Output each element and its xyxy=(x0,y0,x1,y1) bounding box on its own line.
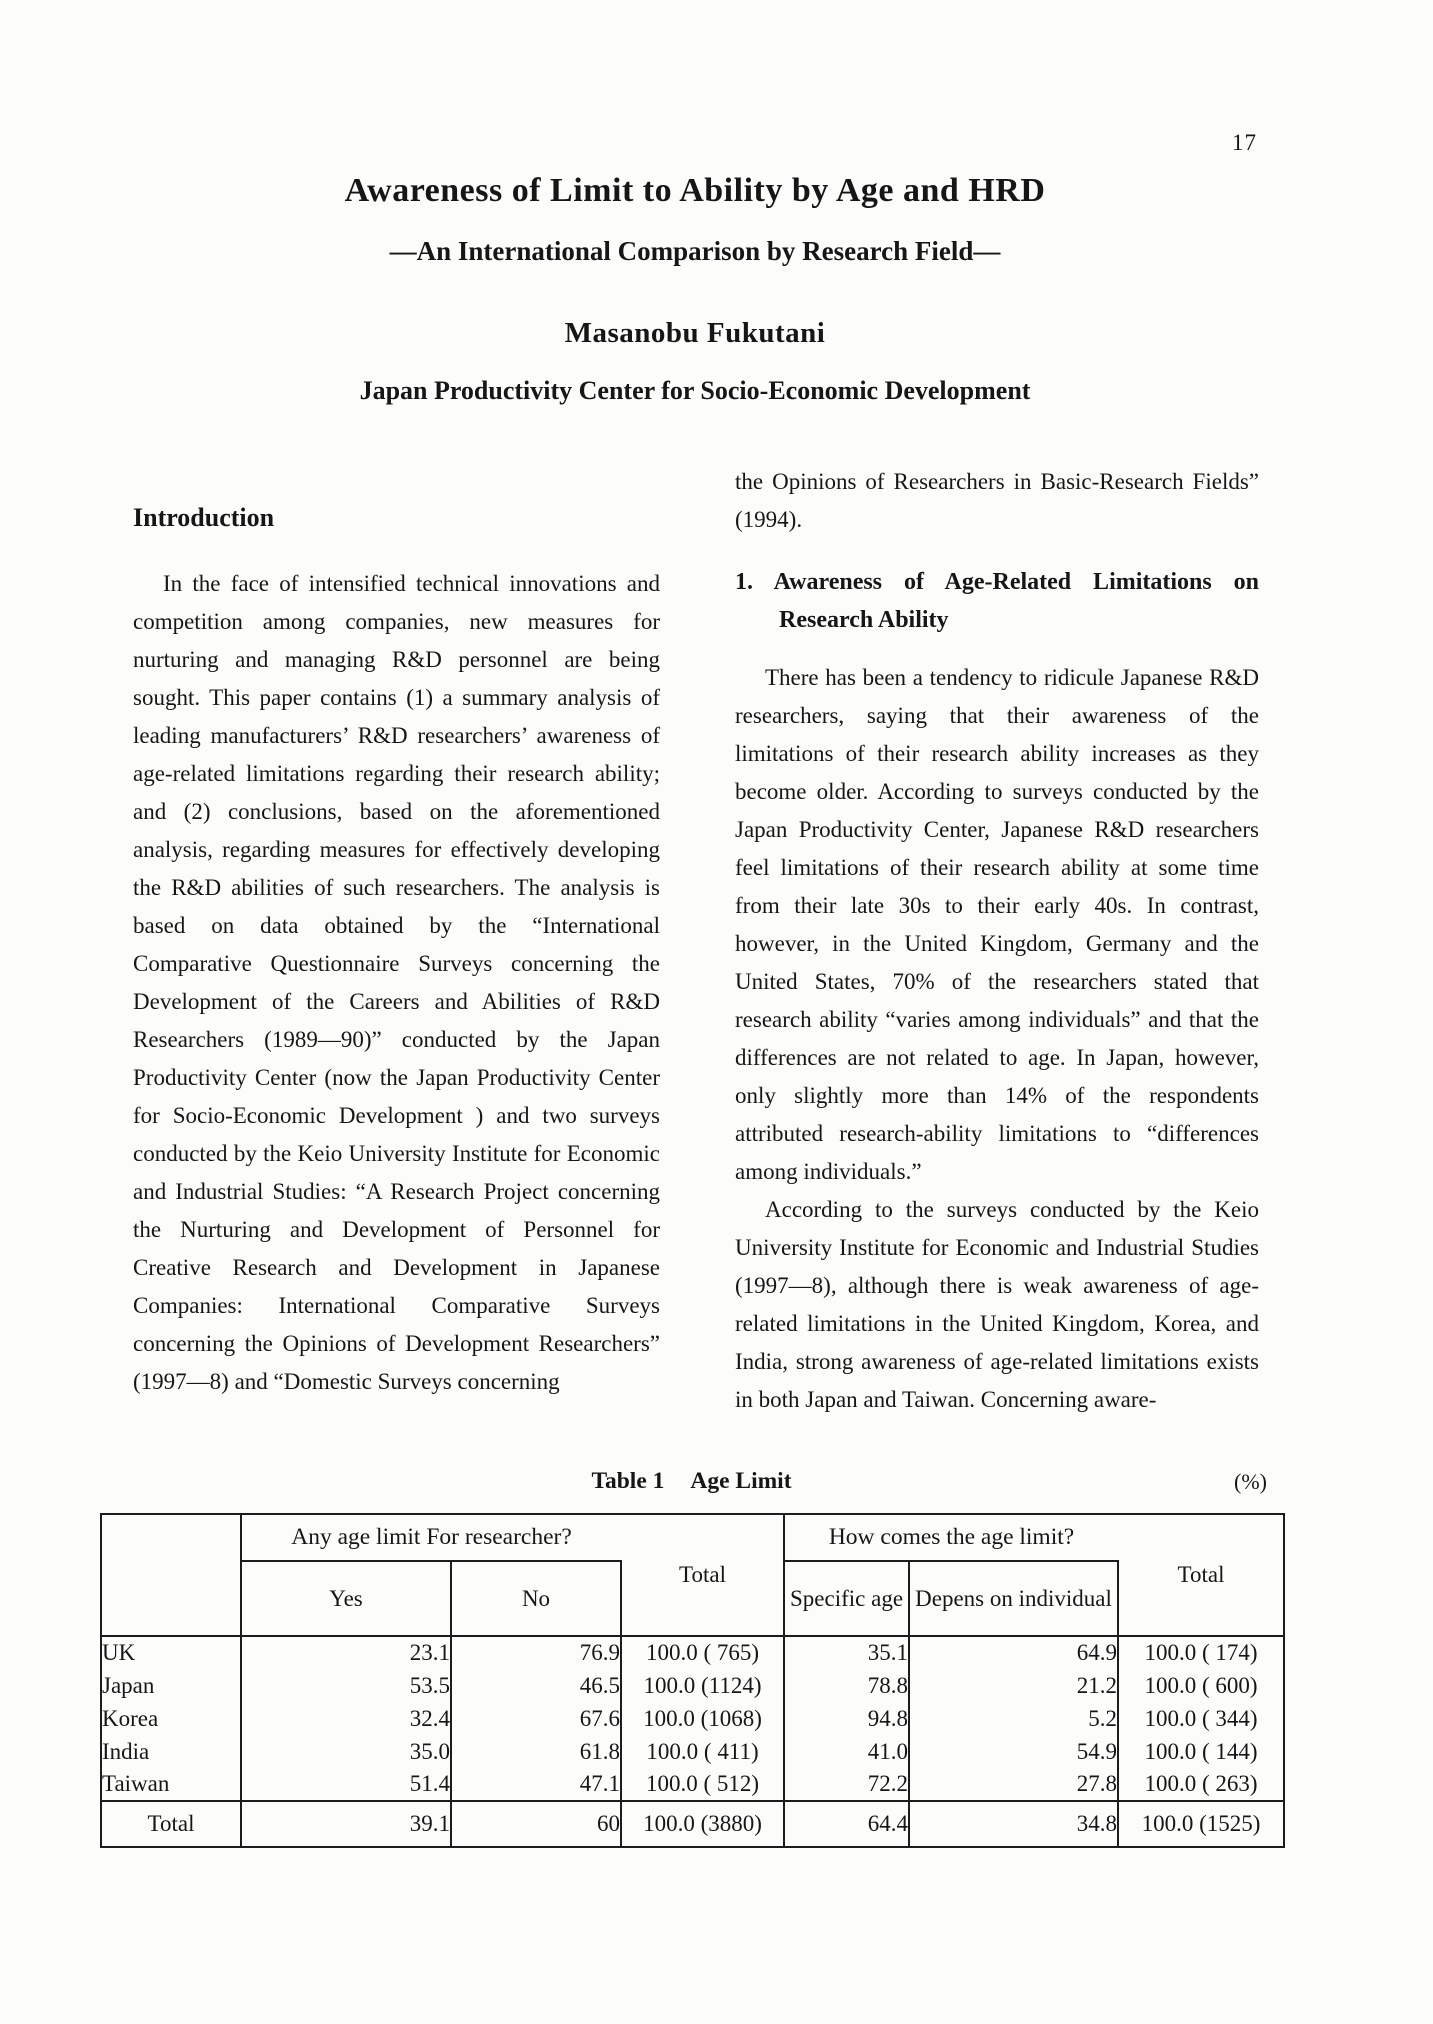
cell-total-right: 100.0 (1525) xyxy=(1118,1801,1284,1847)
group-header-how-comes-age-limit: How comes the age limit? xyxy=(784,1514,1118,1561)
cell-total: 100.0 ( 411) xyxy=(621,1735,784,1768)
cell-specific-age: 64.4 xyxy=(784,1801,909,1847)
paper-header xyxy=(133,172,1257,406)
table-row-japan xyxy=(101,1669,1284,1702)
row-label: UK xyxy=(102,1640,136,1665)
cell-yes: 23.1 xyxy=(241,1636,451,1669)
cell-total-right: 100.0 ( 263) xyxy=(1118,1768,1284,1801)
cell-no: 61.8 xyxy=(451,1735,621,1768)
row-label: India xyxy=(102,1738,150,1764)
row-label-total: Total xyxy=(101,1801,241,1847)
row-label: Taiwan xyxy=(102,1771,170,1796)
cell-depens-on-individual: 34.8 xyxy=(909,1801,1118,1847)
cell-no: 67.6 xyxy=(451,1702,621,1735)
row-label: Korea xyxy=(102,1705,159,1731)
right-column xyxy=(735,463,1259,1419)
cell-specific-age: 78.8 xyxy=(784,1669,909,1702)
table-row-taiwan xyxy=(101,1768,1284,1801)
cell-specific-age: 94.8 xyxy=(784,1702,909,1735)
cell-total: 100.0 (1124) xyxy=(621,1669,784,1702)
age-limit-table xyxy=(100,1513,1285,1848)
column-header-depens-on-individual: Depens on individual xyxy=(909,1561,1118,1636)
cell-total-right: 100.0 ( 144) xyxy=(1118,1735,1284,1768)
paper-subtitle: —An International Comparison by Research Field— xyxy=(389,236,1001,266)
cell-yes: 32.4 xyxy=(241,1702,451,1735)
table-row-korea xyxy=(101,1702,1284,1735)
table-row-total xyxy=(101,1801,1284,1847)
column-header-total-left: Total xyxy=(621,1514,784,1636)
cell-yes: 53.5 xyxy=(241,1669,451,1702)
left-column xyxy=(133,503,660,1401)
page-number: 17 xyxy=(1232,130,1257,155)
cell-no: 60 xyxy=(451,1801,621,1847)
section-1-paragraph-1: There has been a tendency to ridicule Japanese R&D researchers, saying that their awareness of the limitations of their research ability increases as they become older. According to surveys conducted by the Japan Productivity Center, Japanese R&D researchers feel limitations of their research ability at some time from their late 30s to their early 40s. In contrast, however, in the United Kingdom, Germany and the United States, 70% of the researchers stated that research ability “varies among individuals” and that the differences are not related to age. In Japan, however, only slightly more than 14% of the respondents attributed research-ability limitations to “differences among individuals.” xyxy=(735,665,1259,1184)
group-header-any-age-limit: Any age limit For researcher? xyxy=(241,1514,621,1561)
cell-depens-on-individual: 21.2 xyxy=(909,1669,1118,1702)
cell-specific-age: 72.2 xyxy=(784,1768,909,1801)
table-caption xyxy=(100,1468,1283,1495)
cell-yes: 39.1 xyxy=(241,1801,451,1847)
author-name: Masanobu Fukutani xyxy=(564,317,826,349)
continuation-paragraph: the Opinions of Researchers in Basic-Research Fields” (1994). xyxy=(735,469,1259,532)
table-row-india xyxy=(101,1735,1284,1768)
cell-no: 47.1 xyxy=(451,1768,621,1801)
cell-depens-on-individual: 5.2 xyxy=(909,1702,1118,1735)
cell-total: 100.0 ( 765) xyxy=(621,1636,784,1669)
column-header-no: No xyxy=(451,1561,621,1636)
cell-specific-age: 41.0 xyxy=(784,1735,909,1768)
cell-total: 100.0 (1068) xyxy=(621,1702,784,1735)
table-caption-label: Table 1 xyxy=(591,1468,665,1494)
table-caption-title: Age Limit xyxy=(690,1468,792,1494)
table-row-uk xyxy=(101,1636,1284,1669)
cell-total-right: 100.0 ( 174) xyxy=(1118,1636,1284,1669)
section-1-heading: 1. Awareness of Age-Related Limitations on Research Ability xyxy=(735,569,1259,633)
author-affiliation: Japan Productivity Center for Socio-Economic Development xyxy=(359,376,1031,405)
cell-total-right: 100.0 ( 344) xyxy=(1118,1702,1284,1735)
table-caption-row xyxy=(100,1468,1283,1502)
column-header-specific-age: Specific age xyxy=(784,1561,909,1636)
cell-yes: 51.4 xyxy=(241,1768,451,1801)
column-header-yes: Yes xyxy=(241,1561,451,1636)
row-label: Japan xyxy=(102,1672,155,1698)
cell-total-right: 100.0 ( 600) xyxy=(1118,1669,1284,1702)
cell-specific-age: 35.1 xyxy=(784,1636,909,1669)
cell-total: 100.0 ( 512) xyxy=(621,1768,784,1801)
cell-yes: 35.0 xyxy=(241,1735,451,1768)
cell-no: 46.5 xyxy=(451,1669,621,1702)
cell-depens-on-individual: 64.9 xyxy=(909,1636,1118,1669)
section-1-paragraph-2: According to the surveys conducted by the Keio University Institute for Economic and Industrial Studies (1997—8), although there is weak awareness of age-related limitations in the United Kingdom, Korea, and India, strong awareness of age-related limitations exists in both Japan and Taiwan. Concerning aware- xyxy=(735,1197,1259,1412)
table-unit-label: (%) xyxy=(1234,1469,1267,1494)
introduction-paragraph: In the face of intensified technical innovations and competition among companies, new measures for nurturing and managing R&D personnel are being sought. This paper contains (1) a summary analysis of leading manufacturers’ R&D researchers’ awareness of age-related limitations regarding their research ability; and (2) conclusions, based on the aforementioned analysis, regarding measures for effectively developing the R&D abilities of such researchers. The analysis is based on data obtained by the “International Comparative Questionnaire Surveys concerning the Development of the Careers and Abilities of R&D Researchers (1989—90)” conducted by the Japan Productivity Center (now the Japan Productivity Center for Socio-Economic Development ) and two surveys conducted by the Keio University Institute for Economic and Industrial Studies: “A Research Project concerning the Nurturing and Development of Personnel for Creative Research and Development in Japanese Companies: International Comparative Surveys concerning the Opinions of Development Researchers” (1997—8) and “Domestic Surveys concerning xyxy=(133,571,660,1394)
column-header-total-right: Total xyxy=(1118,1514,1284,1636)
introduction-heading: Introduction xyxy=(133,503,275,532)
table-1-block xyxy=(100,1468,1283,1848)
corner-cell xyxy=(101,1514,241,1636)
cell-total: 100.0 (3880) xyxy=(621,1801,784,1847)
cell-no: 76.9 xyxy=(451,1636,621,1669)
paper-title: Awareness of Limit to Ability by Age and HRD xyxy=(344,172,1046,209)
cell-depens-on-individual: 54.9 xyxy=(909,1735,1118,1768)
cell-depens-on-individual: 27.8 xyxy=(909,1768,1118,1801)
